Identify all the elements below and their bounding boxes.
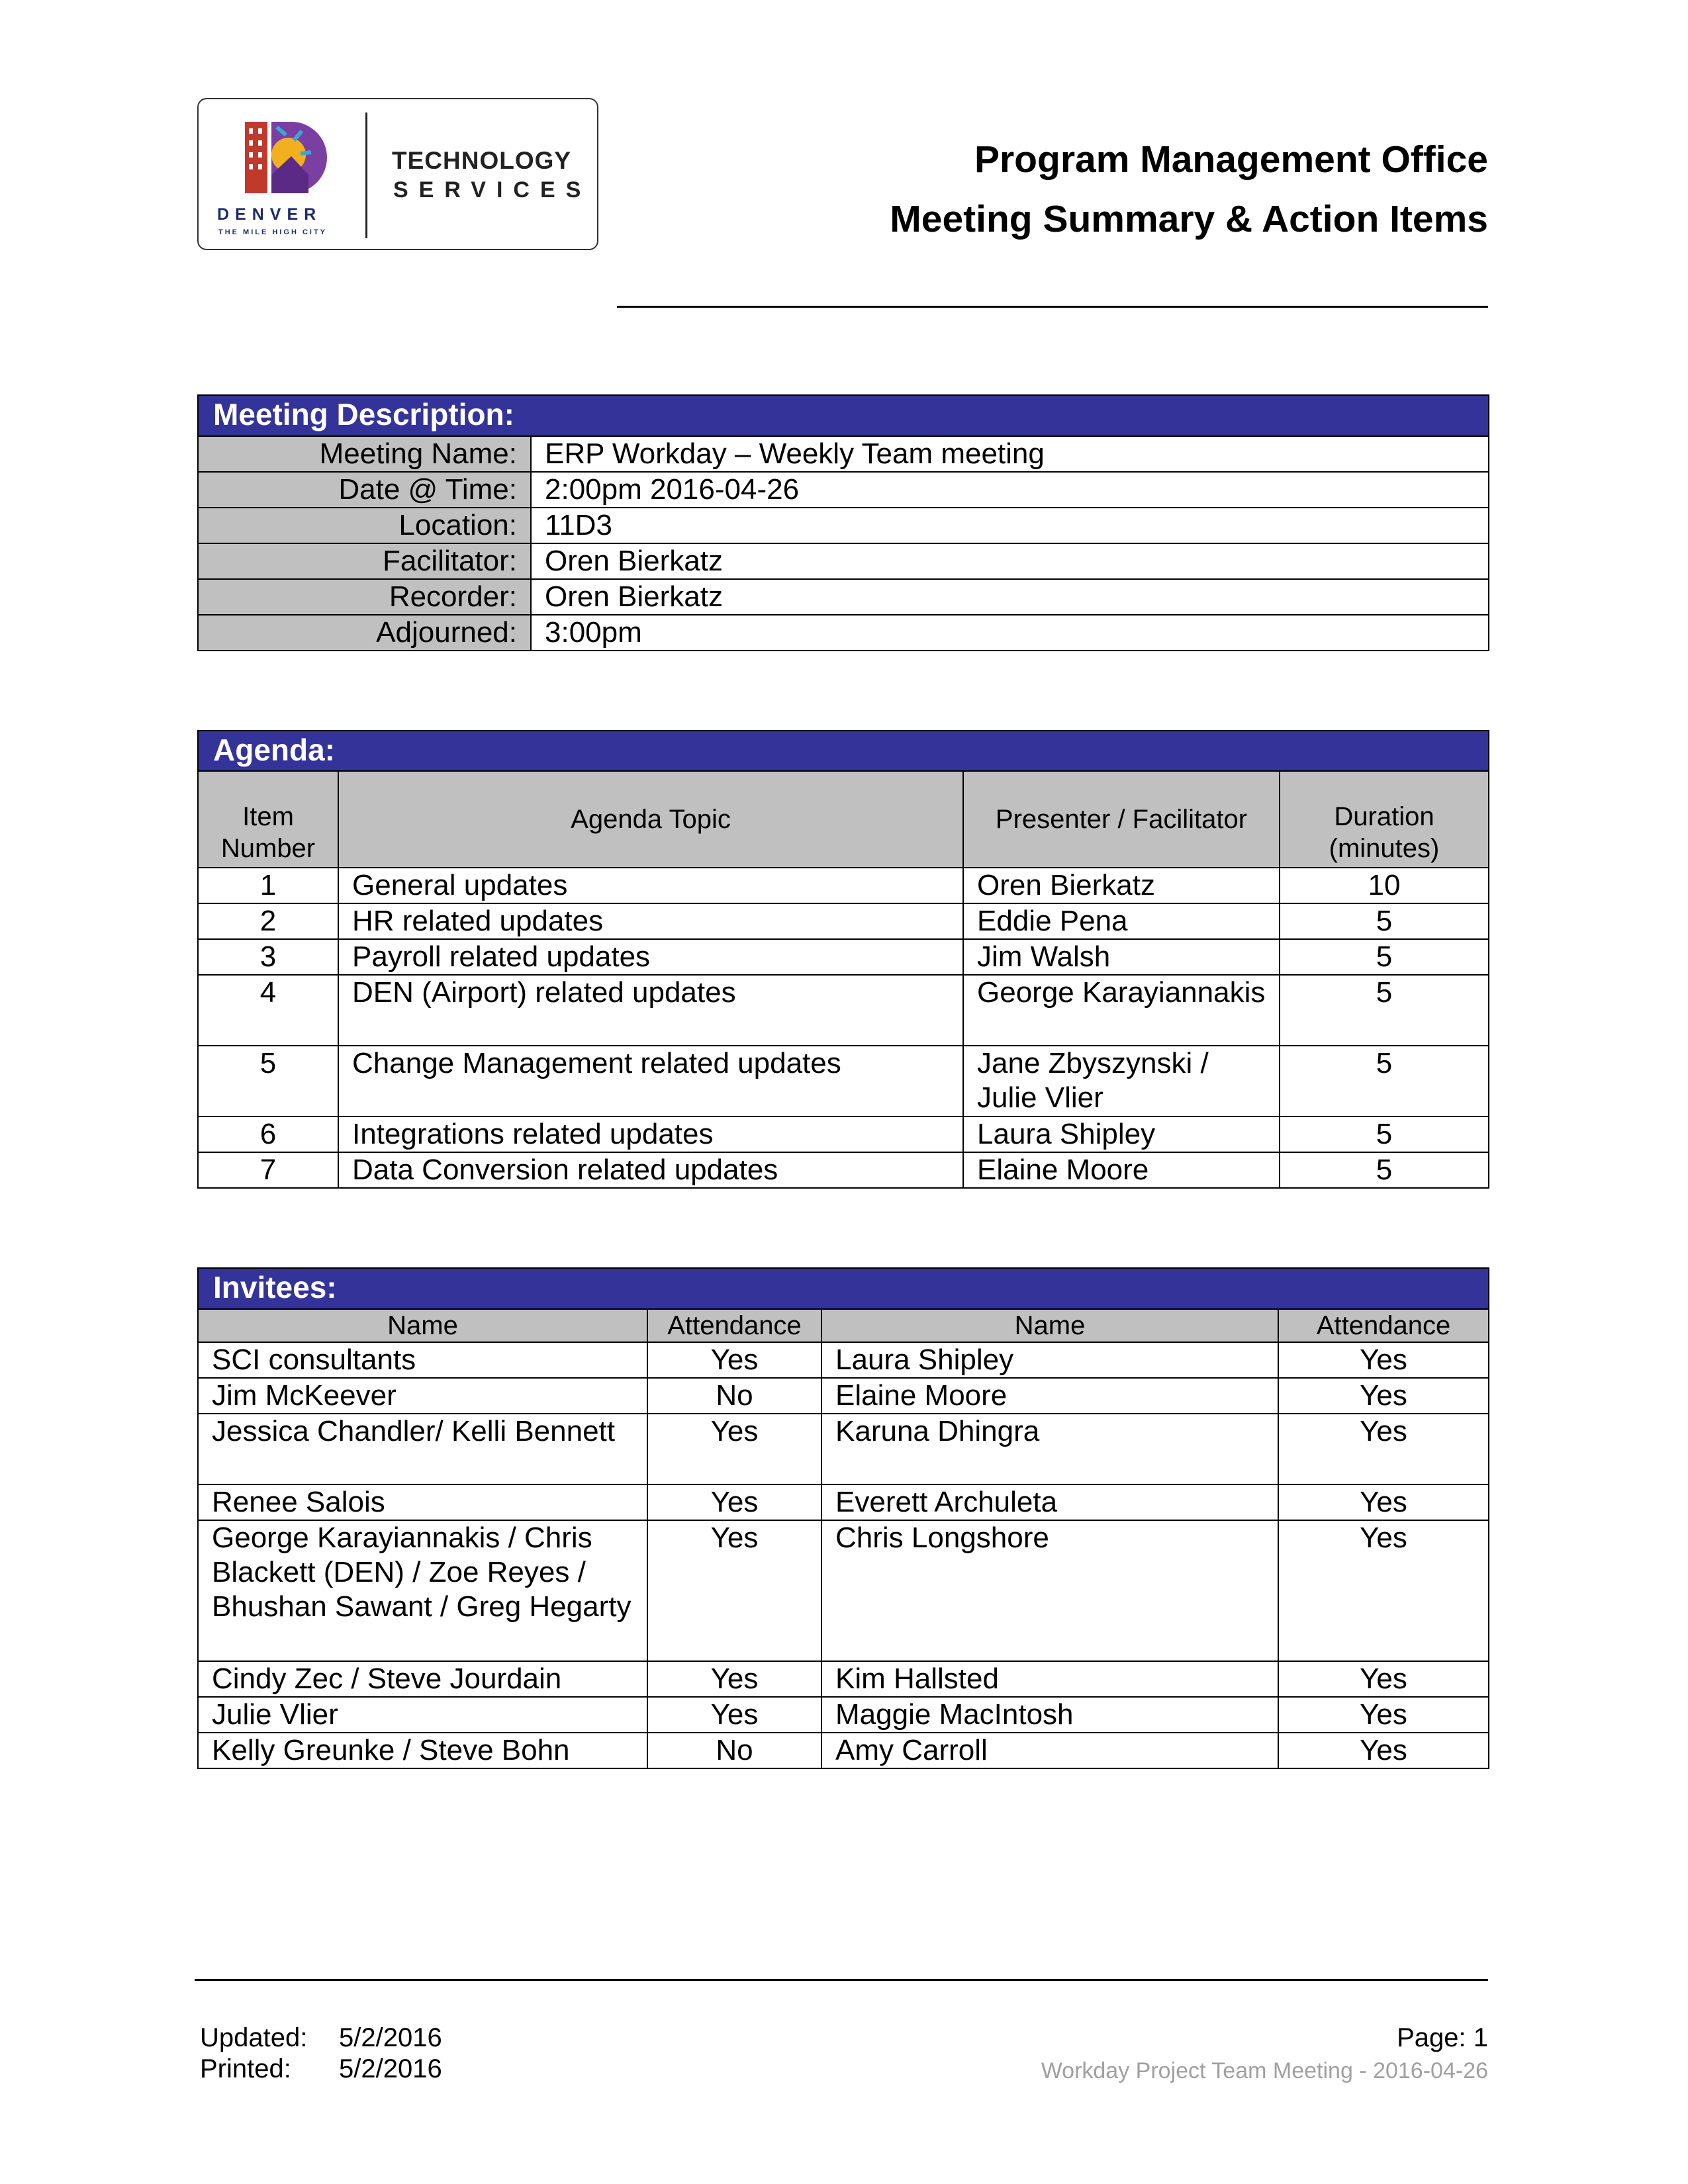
invitees-heading: Invitees: [198, 1268, 1489, 1309]
invitee-attendance: Yes [1278, 1484, 1489, 1520]
agenda-topic: General updates [338, 868, 963, 903]
meeting-field-value: ERP Workday – Weekly Team meeting [531, 436, 1489, 472]
agenda-topic: Integrations related updates [338, 1116, 963, 1152]
invitee-attendance: Yes [1278, 1414, 1489, 1484]
logo-divider [365, 113, 367, 238]
denver-logo-mark-icon [245, 114, 331, 200]
invitee-row [198, 1520, 1489, 1661]
agenda-presenter: Laura Shipley [963, 1116, 1280, 1152]
invitee-row [198, 1661, 1489, 1697]
invitee-attendance: Yes [1278, 1697, 1489, 1733]
invitee-row [198, 1484, 1489, 1520]
agenda-row [198, 1152, 1489, 1188]
header-divider [617, 306, 1488, 308]
meeting-field-value: Oren Bierkatz [531, 543, 1489, 579]
invitees-col-attendance-2: Attendance [1278, 1309, 1489, 1342]
meeting-description-table [197, 394, 1489, 651]
invitee-name: Chris Longshore [821, 1520, 1278, 1661]
meeting-row [198, 579, 1489, 615]
invitee-attendance: Yes [1278, 1342, 1489, 1378]
agenda-presenter: Elaine Moore [963, 1152, 1280, 1188]
meeting-field-value: Oren Bierkatz [531, 579, 1489, 615]
agenda-heading: Agenda: [198, 731, 1489, 771]
invitee-name: Jessica Chandler/ Kelli Bennett [198, 1414, 647, 1484]
meeting-row [198, 436, 1489, 472]
invitee-name: Elaine Moore [821, 1378, 1278, 1414]
meeting-field-value: 3:00pm [531, 615, 1489, 651]
footer-updated-value: 5/2/2016 [339, 2023, 442, 2052]
agenda-presenter: Jim Walsh [963, 939, 1280, 975]
agenda-item-number: 7 [198, 1152, 338, 1188]
invitee-attendance: Yes [1278, 1733, 1489, 1768]
agenda-col-topic: Agenda Topic [338, 771, 963, 868]
invitee-name: Renee Salois [198, 1484, 647, 1520]
agenda-topic: Change Management related updates [338, 1046, 963, 1116]
invitee-name: Kim Hallsted [821, 1661, 1278, 1697]
document-title: Program Management Office [974, 138, 1488, 181]
invitee-attendance: Yes [647, 1661, 821, 1697]
invitee-name: Karuna Dhingra [821, 1414, 1278, 1484]
invitee-name: Julie Vlier [198, 1697, 647, 1733]
invitee-name: George Karayiannakis / Chris Blackett (DEN) / Zoe Reyes / Bhushan Sawant / Greg Hegarty [198, 1520, 647, 1661]
agenda-duration: 10 [1280, 868, 1489, 903]
agenda-duration: 5 [1280, 939, 1489, 975]
footer-printed-value: 5/2/2016 [339, 2054, 442, 2083]
invitee-row [198, 1342, 1489, 1378]
agenda-topic: Data Conversion related updates [338, 1152, 963, 1188]
agenda-row [198, 939, 1489, 975]
invitee-name: Cindy Zec / Steve Jourdain [198, 1661, 647, 1697]
invitee-attendance: Yes [647, 1697, 821, 1733]
footer-page-number: Page: 1 [1397, 2023, 1488, 2052]
agenda-item-number: 4 [198, 975, 338, 1046]
invitee-attendance: No [647, 1378, 821, 1414]
agenda-row [198, 975, 1489, 1046]
invitee-row [198, 1697, 1489, 1733]
invitee-name: Amy Carroll [821, 1733, 1278, 1768]
agenda-presenter: Eddie Pena [963, 903, 1280, 939]
meeting-description-heading: Meeting Description: [198, 395, 1489, 436]
agenda-item-number: 2 [198, 903, 338, 939]
denver-technology-services-logo [197, 98, 598, 250]
meeting-field-value: 11D3 [531, 508, 1489, 543]
invitee-row [198, 1733, 1489, 1768]
footer-document-name: Workday Project Team Meeting - 2016-04-26 [1041, 2058, 1488, 2083]
invitee-row [198, 1378, 1489, 1414]
meeting-row [198, 472, 1489, 508]
agenda-presenter: George Karayiannakis [963, 975, 1280, 1046]
agenda-col-duration: Duration (minutes) [1280, 771, 1489, 868]
agenda-table [197, 730, 1489, 1189]
logo-services-text: SERVICES [393, 177, 592, 203]
meeting-field-value: 2:00pm 2016-04-26 [531, 472, 1489, 508]
invitee-attendance: Yes [647, 1484, 821, 1520]
agenda-duration: 5 [1280, 975, 1489, 1046]
meeting-row [198, 543, 1489, 579]
invitee-name: Kelly Greunke / Steve Bohn [198, 1733, 647, 1768]
agenda-col-item-number: Item Number [198, 771, 338, 868]
footer-divider [195, 1979, 1488, 1981]
invitee-name: Laura Shipley [821, 1342, 1278, 1378]
invitee-attendance: No [647, 1733, 821, 1768]
document-subtitle: Meeting Summary & Action Items [890, 198, 1488, 240]
meeting-row [198, 615, 1489, 651]
agenda-row [198, 1046, 1489, 1116]
agenda-row [198, 868, 1489, 903]
agenda-duration: 5 [1280, 1116, 1489, 1152]
agenda-item-number: 3 [198, 939, 338, 975]
invitee-row [198, 1414, 1489, 1484]
invitee-attendance: Yes [1278, 1661, 1489, 1697]
agenda-col-presenter: Presenter / Facilitator [963, 771, 1280, 868]
invitee-name: Jim McKeever [198, 1378, 647, 1414]
agenda-duration: 5 [1280, 1152, 1489, 1188]
agenda-presenter: Oren Bierkatz [963, 868, 1280, 903]
agenda-item-number: 1 [198, 868, 338, 903]
meeting-field-label: Meeting Name: [198, 436, 531, 472]
footer-updated-label: Updated: [200, 2023, 308, 2052]
invitees-table [197, 1267, 1489, 1769]
invitees-col-name-1: Name [198, 1309, 647, 1342]
agenda-row [198, 903, 1489, 939]
agenda-item-number: 6 [198, 1116, 338, 1152]
invitee-attendance: Yes [1278, 1378, 1489, 1414]
logo-tagline: THE MILE HIGH CITY [218, 228, 327, 236]
agenda-topic: HR related updates [338, 903, 963, 939]
invitee-name: SCI consultants [198, 1342, 647, 1378]
agenda-row [198, 1116, 1489, 1152]
invitees-col-name-2: Name [821, 1309, 1278, 1342]
meeting-field-label: Adjourned: [198, 615, 531, 651]
invitee-name: Everett Archuleta [821, 1484, 1278, 1520]
agenda-topic: Payroll related updates [338, 939, 963, 975]
agenda-presenter: Jane Zbyszynski / Julie Vlier [963, 1046, 1280, 1116]
logo-denver-text: DENVER [217, 205, 322, 224]
invitee-attendance: Yes [647, 1414, 821, 1484]
meeting-field-label: Location: [198, 508, 531, 543]
meeting-row [198, 508, 1489, 543]
invitee-name: Maggie MacIntosh [821, 1697, 1278, 1733]
meeting-field-label: Date @ Time: [198, 472, 531, 508]
invitee-attendance: Yes [1278, 1520, 1489, 1661]
footer-printed-label: Printed: [200, 2054, 291, 2083]
meeting-field-label: Facilitator: [198, 543, 531, 579]
agenda-duration: 5 [1280, 1046, 1489, 1116]
invitees-col-attendance-1: Attendance [647, 1309, 821, 1342]
agenda-item-number: 5 [198, 1046, 338, 1116]
meeting-field-label: Recorder: [198, 579, 531, 615]
agenda-topic: DEN (Airport) related updates [338, 975, 963, 1046]
logo-technology-text: TECHNOLOGY [392, 147, 572, 174]
agenda-duration: 5 [1280, 903, 1489, 939]
invitee-attendance: Yes [647, 1520, 821, 1661]
invitee-attendance: Yes [647, 1342, 821, 1378]
